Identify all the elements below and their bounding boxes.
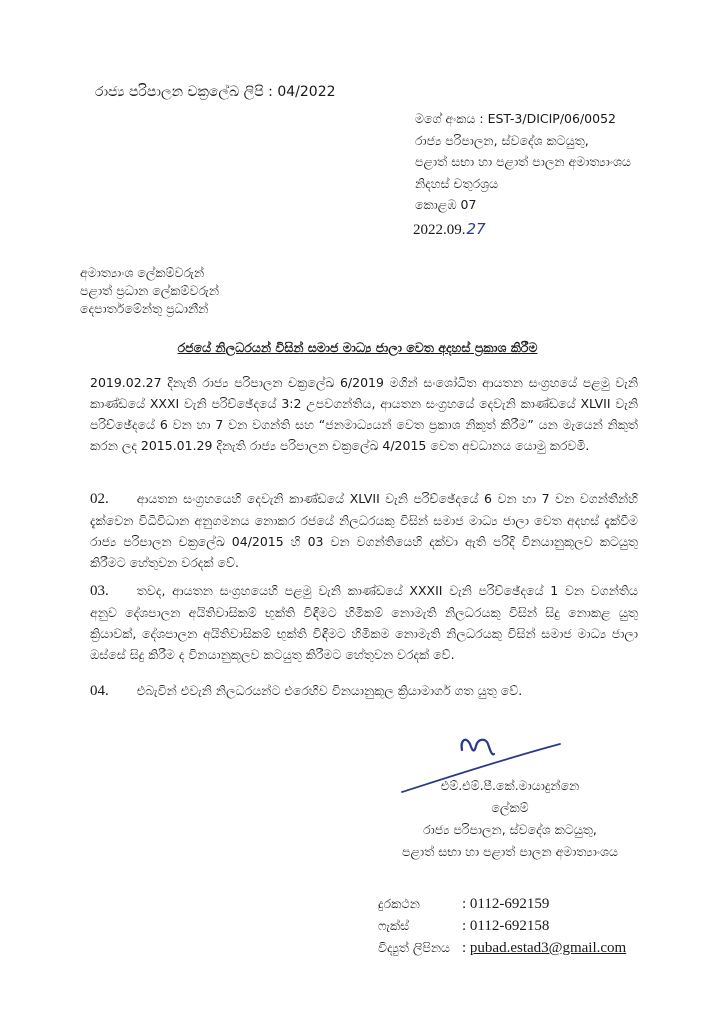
email-value: [462, 937, 626, 959]
signatory-ministry-line2: පළාත් සභා හා පළාත් පාලන අමාත්‍යාංශය: [402, 844, 618, 859]
signatory-ministry-line1: රාජ්‍ය පරිපාලන, ස්වදේශ කටයුතු,: [423, 822, 597, 837]
paragraph-text: තවද, ආයතන සංග්‍රහයෙහි පළමු වැනි කාණ්ඩයේ XXXII වැනි පරිච්ඡේදයේ 1 වන වගන්තිය අනුව දේශපාලන අයිතිවාසිකම් භුක්ති විඳීමට හිමිකම් නොමැති නිලධරයකු විසින් සිදු නොකළ යුතු ක්‍රියාවක්, දේශපාලන අයිතිවාසිකම් භුක්ති විඳීමට හිමිකම නොමැති නිලධරයකු විසින් සමාජ මාධ්‍ය ජාලා ඔස්සේ සිදු කිරීම ද විනයානුකූලව කටයුතු කිරීමට හේතුවන වරදක් වේ.: [90, 583, 638, 662]
fax-number: : 0112-692158: [462, 918, 550, 934]
email-link[interactable]: pubad.estad3@gmail.com: [469, 940, 627, 956]
fax-label: ෆැක්ස්: [378, 918, 410, 933]
paragraph-text: 2019.02.27 දිනැති රාජ්‍ය පරිපාලන චක්‍රලේඛ 6/2019 මගින් සංශෝධිත ආයතන සංග්‍රහයේ පළමු වැනි කාණ්ඩයේ XXXI වැනි පරිච්ඡේදයේ 3:2 උපවගන්තිය, ආයතන සංග්‍රහයේ දෙවැනි කාණ්ඩයේ XLVII වැනි පරිච්ඡේදයේ 6 වන හා 7 වන වගන්ති සහ “ජනමාධ්‍යයන් වෙත ප්‍රකාශ නිකුත් කිරීම” යන මැයෙන් නිකුත් කරන ලද 2015.01.29 දිනැති රාජ්‍ය පරිපාලන චක්‍රලේඛ 4/2015 වෙත අවධානය යොමු කරවමි.: [90, 375, 638, 453]
date-handwritten: 27: [466, 220, 486, 238]
phone-label: දුරකථන: [378, 896, 420, 911]
paragraph-1: [90, 372, 638, 456]
contact-email-row: [378, 937, 626, 959]
email-label: විද්‍යුත් ලිපිනය: [378, 940, 451, 955]
subject-text: රජයේ නිලධරයන් විසින් සමාජ මාධ්‍ය ජාලා වෙත අදහස් ප්‍රකාශ කිරීම: [177, 340, 538, 355]
phone-number: : 0112-692159: [462, 896, 550, 912]
addressee: පළාත් ප්‍රධාන ලේකම්වරුන්: [80, 283, 219, 298]
reference-block: [415, 108, 631, 216]
letter-date: [413, 220, 486, 239]
ministry-name-line2: පළාත් සභා හා පළාත් පාලන අමාත්‍යාංශය: [415, 154, 631, 169]
paragraph-2: [90, 488, 638, 573]
date-printed: 2022.09.: [413, 222, 466, 238]
building-name: නිදහස් චතුරශ්‍රය: [415, 175, 499, 191]
paragraph-text: ආයතන සංග්‍රහයෙහි දෙවැනි කාණ්ඩයේ XLVII වැනි පරිච්ඡේදයේ 6 වන හා 7 වන වගන්තීන්හි දැක්වෙන විධිවිධාන අනුගමනය නොකර රජයේ නිලධරයකු විසින් සමාජ මාධ්‍ය ජාලා වෙත අදහස් දැක්වීම රාජ්‍ය පරිපාලන චක්‍රලේඛ 04/2015 හි 03 වන වගන්තියෙහි දක්වා ඇති පරිදි විනයානුකූලව කටයුතු කිරීමට හේතුවන වරදක් වේ.: [90, 491, 638, 570]
ministry-name-line1: රාජ්‍ය පරිපාලන, ස්වදේශ කටයුතු,: [415, 132, 589, 148]
paragraph-number: 04.: [90, 683, 109, 699]
contact-block: [378, 893, 626, 959]
contact-fax-row: [378, 915, 626, 937]
addressee: දෙපාර්තමේන්තු ප්‍රධානීන්: [80, 301, 209, 316]
signatory-name: එම්.එම්.පී.කේ.මායාදුන්නෙ: [440, 778, 580, 793]
contact-phone-row: [378, 893, 626, 915]
addressee: අමාත්‍යාංශ ලේකම්වරුන්: [80, 265, 205, 280]
paragraph-4: [90, 680, 638, 702]
reference-number: මගේ අංකය : EST-3/DICIP/06/0052: [415, 111, 616, 126]
city-name: කොළඹ 07: [415, 197, 477, 212]
paragraph-3: [90, 580, 638, 665]
addressee-list: [80, 264, 219, 318]
paragraph-text: එබැවින් එවැනි නිලධරයන්ට එරෙහිව විනයානුකූල ක්‍රියාමාර්ග ගත යුතු වේ.: [136, 683, 523, 698]
paragraph-number: 03.: [90, 583, 109, 599]
subject-heading: [0, 340, 715, 356]
signatory-block: [360, 775, 660, 863]
signatory-title: ලේකම්: [491, 800, 529, 815]
email-prefix: :: [462, 940, 470, 956]
circular-number: රාජ්‍ය පරිපාලන චක්‍රලේඛ ලිපි : 04/2022: [95, 84, 336, 100]
paragraph-number: 02.: [90, 491, 109, 507]
